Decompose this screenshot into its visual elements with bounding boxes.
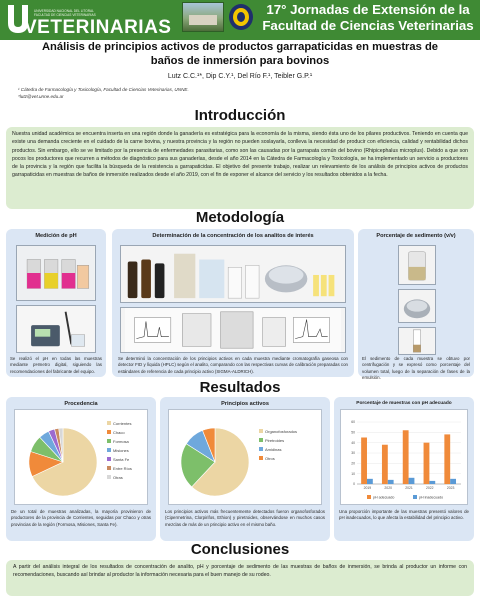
chromatograph-image [120, 307, 346, 353]
unl-brand [4, 3, 172, 38]
legend-label: Organofosforados [265, 429, 298, 434]
bar [388, 480, 394, 484]
sample-tubes-image [16, 245, 96, 301]
sample-jar-image [398, 245, 436, 285]
panel-ph-text: Se realizó el pH en todas las muestras mediante pHmetro digital, siguiendo las recomendaciones del fabricante del equipo. [10, 356, 102, 374]
bar [382, 445, 388, 484]
centrifuge-image [398, 289, 436, 323]
section-heading-conclusiones: Conclusiones [190, 541, 290, 558]
legend-swatch [107, 475, 111, 479]
x-tick-label: 2023 [446, 486, 455, 490]
ph-meter-image [16, 305, 96, 353]
procedencia-pie-chart [15, 410, 149, 506]
legend-label: Misiones [113, 448, 129, 453]
section-heading-resultados: Resultados [199, 379, 281, 396]
panel-concentracion-heading: Determinación de la concentración de los analitos de interés [152, 233, 314, 239]
legend-swatch [107, 466, 111, 470]
legend-label: Corrientes [113, 421, 132, 426]
x-tick-label: 2020 [384, 486, 392, 490]
legend-swatch [107, 439, 111, 443]
panel-concentracion-text: Se determinó la concentración de los principios activos en cada muestra mediante cromatografía gaseosa con detector FID y líquida (HPLC) según el analito, comparando con las respectivas curvas de calibración preparadas con estándares de referencia de cada principio activo (SIGMA-ALDRICH). [118, 356, 348, 374]
bar [424, 443, 430, 484]
bar [409, 478, 415, 484]
legend-label: pH inadecuado [419, 495, 444, 500]
affiliation-block [18, 86, 189, 100]
legend-label: pH adecuado [373, 495, 395, 500]
principios-chart-frame [168, 409, 322, 505]
unl-caption: UNIVERSIDAD NACIONAL DEL LITORAL FACULTAD DE CIENCIAS VETERINARIAS [34, 9, 96, 17]
graduated-tube-image [398, 327, 436, 355]
legend-swatch [107, 421, 111, 425]
authors: Lutz C.C.¹*, Dip C.Y.¹, Del Río F.¹, Teibler G.P.¹ [167, 73, 313, 80]
bar [444, 434, 450, 484]
panel-procedencia [6, 397, 156, 541]
affiliation: ¹ Cátedra de Farmacología y Toxicología, Facultad de Ciencias Veterinarias, UNNE. [18, 87, 189, 92]
legend-swatch [259, 438, 263, 442]
intro-text: Nuestra unidad académica se encuentra inserta en una región donde la ganadería es estratégica para la economía de la misma, siendo ésta uno de los pilares productivos. Teniendo en cuenta que existe una demanda creciente en el cuidado de la carne bovina, y nuestra provincia y la región no pueden soslayarla, conlleva la necesidad de producir con eficiencia, calidad y rentabilidad dichos productos. Sin embargo, ello se ve limitado por la presencia de enfermedades parasitarias, como son las causadas por la garrapata común del bovino (Rhipicephalus microplus). Debido a que son pocos los productores que recurren a métodos de diagnóstico para sus ganaderías, desde el año 2014 en la Cátedra de Farmacología y Toxicología, se ha implementado un servicio a productores de la provincia y la región que facilita la búsqueda de la resistencia a garrapaticidas. El objetivo del presente trabajo, realizar un relevamiento de los análisis de principios activos de productos garrapaticidas en muestras de baños de inmersión realizados desde el año 2019, con el fin de exponer el alcance del servicio y los resultados obtenidos a la fecha. [6, 127, 474, 209]
brand-word: VETERINARIAS [24, 17, 172, 38]
ph-chart-frame [340, 409, 468, 505]
legend-label: Chaco [113, 430, 125, 435]
panel-ph-heading: Medición de pH [35, 233, 77, 239]
event-title: 17° Jornadas de Extensión de la Facultad de Ciencias Veterinarias [262, 2, 474, 33]
y-tick-label: 40 [351, 440, 355, 445]
panel-principios-heading: Principios activos [221, 401, 269, 407]
x-tick-label: 2022 [426, 486, 434, 490]
legend-label: Santa Fe [113, 457, 130, 462]
panel-ph-results [334, 397, 474, 541]
university-seal-icon [228, 3, 254, 31]
bar [367, 479, 373, 484]
campus-photo [182, 2, 224, 32]
y-tick-label: 30 [351, 451, 355, 456]
panel-ph-results-text: Una proporción importante de las muestras presentó valores de pH inadecuados, lo que afecta la estabilidad del principio activo. [339, 509, 469, 521]
legend-swatch [259, 456, 263, 460]
panel-concentracion [112, 229, 354, 377]
contact-email: *lutz@vet.unne.edu.ar [18, 94, 64, 99]
y-tick-label: 20 [351, 461, 355, 466]
lab-equipment-image [120, 245, 346, 303]
bar [450, 479, 456, 484]
legend-swatch [259, 429, 263, 433]
bar [361, 438, 367, 485]
legend-swatch [107, 457, 111, 461]
legend-label: Formosa [113, 439, 129, 444]
panel-procedencia-heading: Procedencia [64, 401, 98, 407]
panel-ph [6, 229, 106, 377]
poster-title: Análisis de principios activos de productos garrapaticidas en muestras de baños de inmersión para bovinos [41, 41, 439, 67]
legend-label: Piretroides [265, 438, 285, 443]
panel-principios-text: Los principios activos más frecuentemente detectados fueron organofosforados (Cipermetrina, Clorpirifos, Ethion) y piretroides, observándose en muchos casos mezclas de más de un principio activo en el mismo baño. [165, 509, 325, 527]
section-heading-metodologia: Metodología [195, 209, 285, 226]
ph-bar-chart [341, 410, 469, 506]
x-tick-label: 2019 [363, 486, 372, 490]
panel-procedencia-text: De un total de muestras analizadas, la mayoría provinieron de productores de la provincia de Corrientes, seguidas por Chaco y otras provincias de la región (Formosa, Misiones, Santa Fe). [11, 509, 151, 527]
legend-label: Entre Ríos [113, 466, 132, 471]
x-tick-label: 2021 [405, 486, 413, 490]
y-tick-label: 10 [351, 471, 355, 476]
legend-swatch [259, 447, 263, 451]
procedencia-chart-frame [14, 409, 148, 505]
y-tick-label: 0 [353, 482, 355, 487]
y-tick-label: 50 [351, 430, 355, 435]
panel-sedimento [358, 229, 474, 381]
legend-swatch [107, 430, 111, 434]
legend-swatch [367, 495, 371, 499]
panel-principios [160, 397, 330, 541]
conclusiones-text: A partir del análisis integral de los resultados de concentración de analito, pH y porcentaje de sedimento de las muestras de baños de inmersión, se brinda al productor un informe con recomendaciones, buscando así brindar al productor la información necesaria para el buen manejo de su rodeo. [6, 560, 474, 596]
y-tick-label: 60 [351, 420, 355, 425]
panel-sedimento-text: El sedimento de cada muestra se obtuvo por centrifugación y se expresó como porcentaje del volumen total, luego de la separación de fases de la emulsión. [362, 356, 470, 381]
legend-label: Amidinas [265, 447, 282, 452]
bar [403, 430, 409, 484]
bar [429, 481, 435, 484]
panel-sedimento-heading: Porcentaje de sedimento (v/v) [376, 233, 456, 239]
principios-pie-chart [169, 410, 323, 506]
panel-ph-results-heading: Porcentaje de muestras con pH adecuado [356, 401, 452, 406]
legend-label: Otros [265, 456, 275, 461]
header-banner [0, 0, 480, 40]
legend-swatch [413, 495, 417, 499]
legend-label: Otras [113, 475, 123, 480]
section-heading-intro: Introducción [194, 107, 286, 124]
legend-swatch [107, 448, 111, 452]
